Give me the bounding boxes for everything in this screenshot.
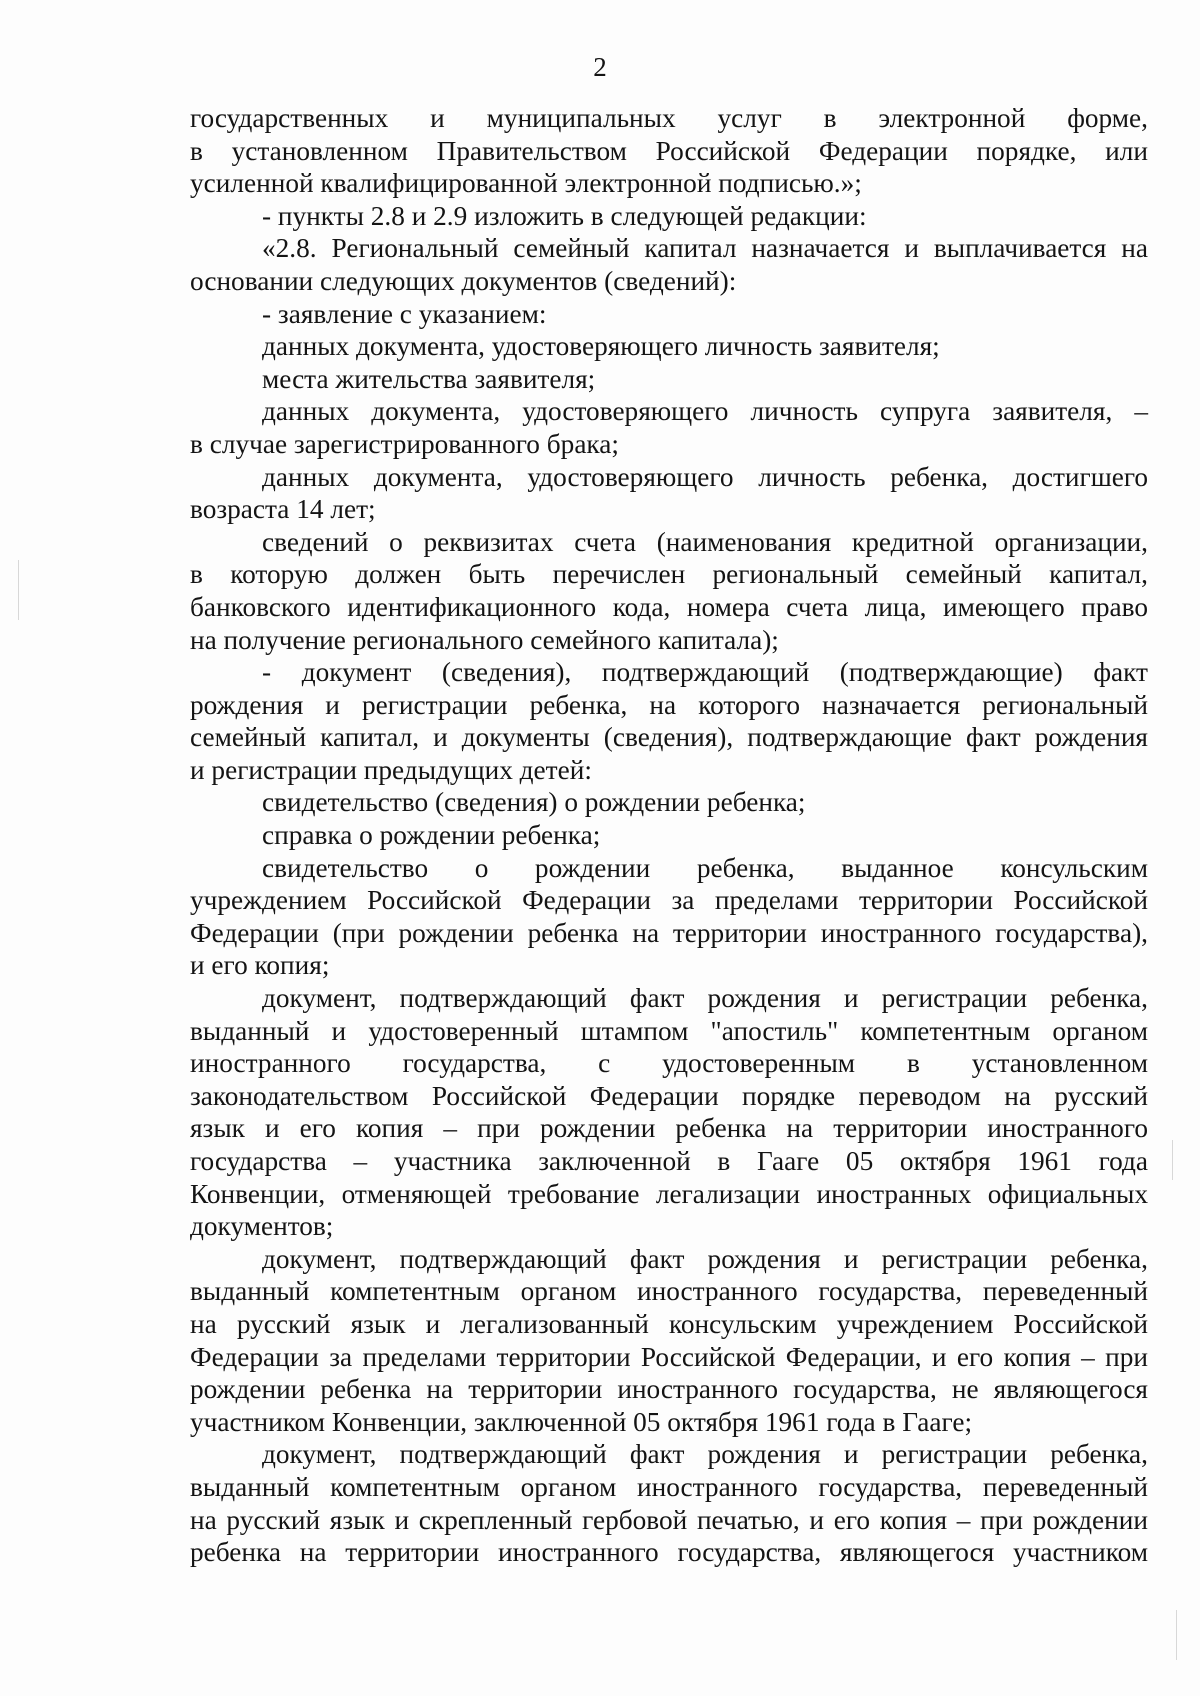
text-line: законодательством Российской Федерации порядке переводом на русский	[190, 1080, 1148, 1111]
text-line: и регистрации предыдущих детей:	[190, 754, 592, 785]
text-line: документ, подтверждающий факт рождения и регистрации ребенка,	[262, 983, 1148, 1014]
text-line: учреждением Российской Федерации за пределами территории Российской	[190, 885, 1148, 916]
text-line: в случае зарегистрированного брака;	[190, 428, 619, 459]
text-line: данных документа, удостоверяющего личность супруга заявителя, –	[262, 396, 1148, 427]
text-line: семейный капитал, и документы (сведения), подтверждающие факт рождения	[190, 722, 1148, 753]
text-line: выданный и удостоверенный штампом "апостиль" компетентным органом	[190, 1015, 1148, 1046]
text-line: «2.8. Региональный семейный капитал назначается и выплачивается на	[262, 233, 1148, 264]
text-line: документ, подтверждающий факт рождения и регистрации ребенка,	[262, 1439, 1148, 1470]
text-line: данных документа, удостоверяющего личность заявителя;	[262, 331, 940, 362]
text-line: банковского идентификационного кода, номера счета лица, имеющего право	[190, 591, 1148, 622]
text-line: справка о рождении ребенка;	[262, 820, 601, 851]
scan-artifact	[1176, 1610, 1177, 1660]
text-line: в которую должен быть перечислен региональный семейный капитал,	[190, 559, 1148, 590]
text-line: участником Конвенции, заключенной 05 октября 1961 года в Гааге;	[190, 1406, 973, 1437]
text-line: выданный компетентным органом иностранного государства, переведенный	[190, 1471, 1148, 1502]
text-line: рождении ребенка на территории иностранного государства, не являющегося	[190, 1374, 1148, 1405]
text-line: свидетельство (сведения) о рождении ребенка;	[262, 787, 806, 818]
text-line: - заявление с указанием:	[262, 298, 547, 329]
text-line: в установленном Правительством Российской Федерации порядке, или	[190, 135, 1148, 166]
text-line: язык и его копия – при рождении ребенка на территории иностранного	[190, 1113, 1148, 1144]
text-line: выданный компетентным органом иностранного государства, переведенный	[190, 1276, 1148, 1307]
text-line: государства – участника заключенной в Гааге 05 октября 1961 года	[190, 1146, 1148, 1176]
text-line: документов;	[190, 1211, 334, 1242]
text-line: документ, подтверждающий факт рождения и регистрации ребенка,	[262, 1243, 1148, 1274]
document-body	[190, 102, 1148, 1569]
text-line: сведений о реквизитах счета (наименования кредитной организации,	[262, 526, 1148, 557]
text-line: на получение регионального семейного капитала);	[190, 624, 779, 655]
text-line: иностранного государства, с удостоверенным в установленном	[190, 1048, 1148, 1079]
text-line: Федерации за пределами территории Российской Федерации, и его копия – при	[190, 1341, 1148, 1372]
text-line: места жительства заявителя;	[262, 363, 596, 394]
text-line: усиленной квалифицированной электронной подписью.»;	[190, 168, 862, 199]
text-line: и его копия;	[190, 950, 330, 981]
scan-artifact	[1172, 1140, 1173, 1180]
text-line: государственных и муниципальных услуг в электронной форме,	[190, 103, 1148, 133]
text-line: основании следующих документов (сведений):	[190, 265, 737, 296]
page-number: 2	[593, 52, 607, 82]
text-line: ребенка на территории иностранного государства, являющегося участником	[190, 1537, 1148, 1568]
text-line: - пункты 2.8 и 2.9 изложить в следующей редакции:	[262, 200, 867, 231]
text-line: свидетельство о рождении ребенка, выданное консульским	[262, 852, 1148, 883]
text-line: возраста 14 лет;	[190, 494, 376, 525]
text-line: на русский язык и легализованный консульским учреждением Российской	[190, 1308, 1148, 1339]
text-line: Федерации (при рождении ребенка на территории иностранного государства),	[190, 917, 1148, 948]
text-line: Конвенции, отменяющей требование легализации иностранных официальных	[190, 1178, 1148, 1209]
text-line: рождения и регистрации ребенка, на которого назначается региональный	[190, 689, 1148, 720]
text-line: данных документа, удостоверяющего личность ребенка, достигшего	[262, 461, 1148, 492]
scan-artifact	[18, 560, 19, 620]
text-line: - документ (сведения), подтверждающий (подтверждающие) факт	[262, 657, 1148, 688]
text-line: на русский язык и скрепленный гербовой печатью, и его копия – при рождении	[190, 1504, 1148, 1535]
